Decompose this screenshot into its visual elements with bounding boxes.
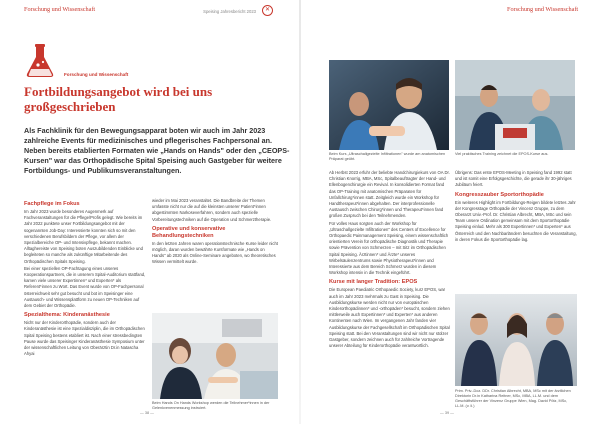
group-photo [455, 294, 577, 386]
paragraph: Für volles Haus sorgten auch der Workshop für „Ultraschallgezielte Infiltrationen" des Centers of Excellence for Orthopaedic Painmanagement Speising, einem wissenschaftlich orientierten Verein für orthopädische Diagnostik und Therapie sowie Prävention von Schmerzen – mit Sitz im Orthopädischen Spital Speising. Ärztinnen* und Ärzte* unseres Wirbelsäulenzentrums sowie Physiotherapeut*innen und Interessierte aus dem Bereich Schmerz wurden in diesem Workshop intensiv in die Technik eingeführt. [329, 220, 449, 276]
right-section-tag: Forschung und Wissenschaft [507, 6, 579, 13]
flask-icon [24, 43, 56, 79]
page-gutter [299, 0, 301, 424]
ultrasound-caption: Beim Kurs „Ultraschallgezielte Infiltrationen" wurde am anatomischen Präparat geübt. [329, 152, 446, 161]
article-title: Fortbildungsangebot wird bei uns großgeschrieben [24, 84, 213, 114]
magazine-header: Speising Jahresbericht 2023 [203, 9, 256, 14]
paragraph: Ein weiteres Highlight im Fortbildungs-Reigen bildete letztes Jahr der Kongresstage Orthopädie der Vincenz Gruppe, zu dem Oberarzt Univ.-Prof. Dr. Christian Albrecht, MBA, MSc und sein Team unsere Ordination gemeinsam mit dem Sportorthopädie Speising einlud. Mehr als 300 Expertinnen* und Experten* aus Österreich und den Nachbarländern besuchten die Veranstaltung, in deren Fokus die Sportorthopädie lag. [455, 199, 577, 242]
subheading-sportorthopaedie: Kongresszauber Sportorthopädie [455, 191, 544, 198]
left-page-number: — 38 — [140, 411, 154, 415]
paragraph: wieder im Mai 2023 veranstaltet. Die Bandbreite der Themen umfasste nicht nur die auf die kleinsten unserer Patient*innen abgestimmten Narkoseverfahren, sondern auch spezielle Vorbereitungstechniken auf die Operation und Schmerztherapie. [152, 198, 272, 222]
paragraph: In den letzten Jahren waren operationstechnische Kurse leider nicht möglich, daran wurden bewährte Kursformate wie „Hands on Hands" ab 2020 als Online-Seminare angeboten, wo theoretisches Wissen vermittelt wurde. [152, 240, 278, 265]
subheading-kinderanaesthesie: Spezialthema: Kinderanästhesie [24, 312, 110, 319]
paragraph: Im Jahr 2023 wurde besonderes Augenmerk auf Fachveranstaltungen für die Pflege/Profis gelegt. Wie bereits im Jahr 2022 punktete unser Fortbildungsangebot mit der sogenannten Job-Day: Interessierte konnten sich so mit den verschiedenen Berufsbildern der Pflege, vor allem der Spezialbereiche OP- und Intensivpflege, bekannt machen. Alltaghereiste von Speising boten Auszubildenden Einblicke und begleiteten so manche als zukünftige Mitarbeitende des Orthopädischen Spitals Speising. [24, 209, 143, 264]
article-lead: Als Fachklinik für den Bewegungsapparat boten wir auch im Jahr 2023 zahlreiche Events für medizinisches und pflegerisches Fachpersonal an. Neben bereits etablierten Formaten wie „Hands on Hands" oder den „CEOPS-Kursen" war das Orthopädische Spital Speising auch Gastgeber für weitere Fortbildungs- und Publikumsveranstaltungen. [24, 126, 290, 175]
paragraph: Die European Paediatric Orthopaedic Society, kurz EPOS, war auch im Jahr 2023 mehrmals zu Gast in Speising. Die Ausbildungskurse werden nicht nur von europäischen Kinderorthopädinnen* und -orthopäden* besucht, sondern ziehen mittlerweile auch Expertinnen* und Experten* aus anderen Kontinenten nach Wien. Im vergangenen Jahr fanden vier Ausbildungskurse der Fachgesellschaft im Orthopädischen Spital Speising statt. Bei den Veranstaltungen sind wir nicht nur stolzer Gastgeber, sondern zeichnen auch für zahlreiche Vortragende unserer Abteilung für Kinderorthopädie verantwortlich. [329, 287, 450, 349]
workshop-caption: Beim Hands On Hands Workshop werden die Teilnehmer*innen in der Gelenkvenenmessung instruiert. [152, 401, 270, 410]
ultrasound-course-photo [329, 60, 449, 150]
left-column-1 [24, 198, 146, 358]
left-section-tag: Forschung und Wissenschaft [24, 6, 96, 13]
subheading-epos: Kurse mit langer Tradition: EPOS [329, 279, 418, 286]
paragraph: Ab Herbst 2023 erfuhr der beliebte Handchirurgiekurs von OA Dr. Christian Knorrig, MBA, MSc, Spitalbeauftragter der Hand- und Ellenbogenchirurgie ein Revival. In konsolidierten Format fand das OP-Training mit anatomischen Präparaten für Unfallchirurg*innen statt. Zeitgleich wurde ein Workshop für Handtherapeut*innen abgehalten. Der interprofessionelle Austausch zwischen Chirurg*innen und Therapeut*innen fand großen Zuspruch bei den Teilnehmenden. [329, 170, 450, 219]
subheading-fachpflege: Fachpflege im Fokus [24, 201, 80, 207]
workshop-photo [152, 313, 278, 399]
circle-x-icon: ✕ [262, 5, 273, 16]
left-column-2 [152, 198, 278, 267]
group-caption: Prim. Priv.-Doz. DDr. Christian Albrecht, MBA, MSc mit der ärztlichen Direktorin Dr.in Katharina Reitner, MSc, MBA, LL.M. und dem Geschäftsführer der Vinzenz Gruppe Wien, Mag. David Pötz, MSc, LL.M. (v. li.) [455, 389, 571, 408]
right-column-1 [329, 170, 451, 350]
epos-caption: Viel praktisches Training zeichnet die EPOS-Kurse aus. [455, 152, 549, 156]
right-column-2 [455, 170, 577, 244]
paragraph: Bei einer speziellen OP-Fachtagung eines unseres Kooperationspartners, die in unserem Spital-Auditorium stattfand, kamen viele unserer Expertinnen* und Experten* als Referent*innen zu Wort. Das Event wurde von OP-Fachpersonal österreichweit sehr gut besucht und bot im Speisinger eine Austausch- und Wissensplattform zu neuen OP-Techniken auf dem Gebiet der Orthopädie. [24, 265, 146, 309]
epos-training-photo [455, 60, 575, 150]
topic-label: Forschung und Wissenschaft [64, 72, 129, 77]
right-page-number: — 39 — [440, 411, 454, 415]
subheading-behandlungstechniken: Operative und konservative Behandlungstechniken [152, 225, 226, 239]
paragraph: Nicht nur der Kinderorthopädie, sondern auch der Kinderanästhesie ist eine Spezialdisziplin, die im Orthopädischen Spital Speising bestens etabliert ist. Nach einer stressbedingten Pause wurde das Speisinger Kinderanästhesie Symposium unter der wissenschaftlichen Leitung von Oberärztin Dr.in Natascha Ahyai [24, 320, 145, 357]
paragraph: Übrigens: Das erste EPOS-Meeting in Speising fand 1992 statt und ist somit eine Erfolgsgeschichte, die gerade ihr 30-jähriges Jubiläum feiert. [455, 170, 572, 188]
